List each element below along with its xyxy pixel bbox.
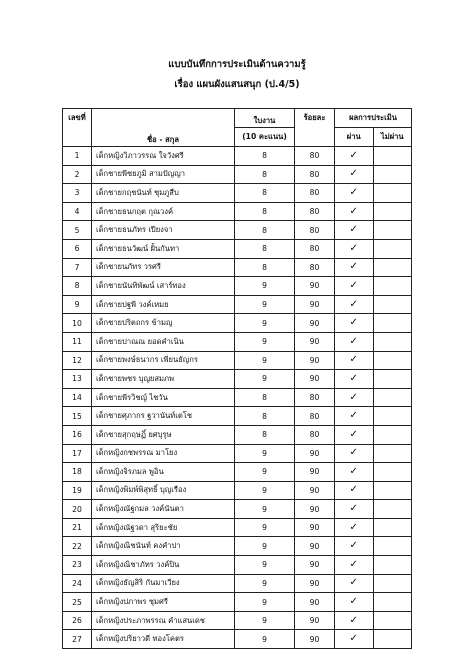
pass-mark (335, 407, 374, 426)
fail-mark (373, 481, 412, 500)
student-name: เด็กหญิงพิมพ์พิสุทธิ์ บุญเรือง (92, 481, 235, 500)
check-icon: ✓ (349, 372, 358, 384)
student-name: เด็กหญิงปริยาวดี ทองโคตร (92, 630, 235, 649)
worksheet-score: 9 (235, 518, 295, 537)
check-icon: ✓ (349, 279, 358, 291)
student-name: เด็กชายนภัทร วรศรี (92, 258, 235, 277)
percent-score: 90 (295, 537, 335, 556)
student-name: เด็กชายพงษ์ธนากร เพียนธัญกร (92, 351, 235, 370)
worksheet-score: 9 (235, 500, 295, 519)
row-number: 17 (63, 444, 92, 463)
fail-mark (373, 518, 412, 537)
row-number: 9 (63, 295, 92, 314)
percent-score: 80 (295, 388, 335, 407)
check-icon: ✓ (349, 298, 358, 310)
pass-mark (335, 370, 374, 389)
table-row (63, 574, 412, 593)
row-number: 10 (63, 314, 92, 333)
student-name: เด็กชายปาณณ ยอดคำเนิน (92, 332, 235, 351)
worksheet-score: 9 (235, 277, 295, 296)
check-icon: ✓ (349, 242, 358, 254)
row-number: 27 (63, 630, 92, 649)
table-row (63, 202, 412, 221)
percent-score: 90 (295, 500, 335, 519)
check-icon: ✓ (349, 521, 358, 533)
percent-score: 80 (295, 221, 335, 240)
table-row (63, 593, 412, 612)
row-number: 12 (63, 351, 92, 370)
student-name: เด็กชายธนกฤต กุณวงค์ (92, 202, 235, 221)
row-number: 25 (63, 593, 92, 612)
fail-mark (373, 332, 412, 351)
check-icon: ✓ (349, 335, 358, 347)
pass-mark (335, 147, 374, 166)
percent-score: 80 (295, 407, 335, 426)
worksheet-score: 8 (235, 239, 295, 258)
percent-score: 90 (295, 593, 335, 612)
percent-score: 90 (295, 630, 335, 649)
fail-mark (373, 463, 412, 482)
header-name: ชื่อ - สกุล (92, 109, 235, 147)
row-number: 18 (63, 463, 92, 482)
fail-mark (373, 295, 412, 314)
worksheet-score: 8 (235, 407, 295, 426)
percent-score: 90 (295, 332, 335, 351)
worksheet-score: 9 (235, 630, 295, 649)
fail-mark (373, 221, 412, 240)
fail-mark (373, 277, 412, 296)
pass-mark (335, 574, 374, 593)
table-row (63, 407, 412, 426)
pass-mark (335, 556, 374, 575)
table-row (63, 444, 412, 463)
fail-mark (373, 184, 412, 203)
check-icon: ✓ (349, 503, 358, 515)
check-icon: ✓ (349, 465, 358, 477)
pass-mark (335, 165, 374, 184)
fail-mark (373, 388, 412, 407)
worksheet-score: 9 (235, 370, 295, 389)
header-pass: ผ่าน (335, 128, 374, 147)
row-number: 24 (63, 574, 92, 593)
pass-mark (335, 239, 374, 258)
row-number: 23 (63, 556, 92, 575)
table-row (63, 388, 412, 407)
percent-score: 90 (295, 314, 335, 333)
worksheet-score: 9 (235, 351, 295, 370)
table-row (63, 258, 412, 277)
pass-mark (335, 388, 374, 407)
row-number: 22 (63, 537, 92, 556)
pass-mark (335, 202, 374, 221)
percent-score: 80 (295, 184, 335, 203)
worksheet-score: 8 (235, 165, 295, 184)
table-row (63, 277, 412, 296)
check-icon: ✓ (349, 428, 358, 440)
table-row (63, 556, 412, 575)
pass-mark (335, 221, 374, 240)
row-number: 20 (63, 500, 92, 519)
header-percent: ร้อยละ (295, 109, 335, 147)
student-name: เด็กหญิงณิชนันท์ คงคำปา (92, 537, 235, 556)
student-name: เด็กชายธนวัฒน์ ฝั้นกันทา (92, 239, 235, 258)
worksheet-score: 9 (235, 593, 295, 612)
pass-mark (335, 537, 374, 556)
row-number: 8 (63, 277, 92, 296)
worksheet-score: 9 (235, 444, 295, 463)
worksheet-score: 9 (235, 556, 295, 575)
student-name: เด็กหญิงวิภาวรรณ ใจวังศรี (92, 147, 235, 166)
student-name: เด็กชายศุภากร ฐวานันท์เตโช (92, 407, 235, 426)
worksheet-score: 8 (235, 425, 295, 444)
percent-score: 90 (295, 370, 335, 389)
student-name: เด็กหญิงณิชาภัทร วงค์ปิน (92, 556, 235, 575)
check-icon: ✓ (349, 149, 358, 161)
fail-mark (373, 425, 412, 444)
student-name: เด็กชายปฐพี วงค์เหมย (92, 295, 235, 314)
fail-mark (373, 593, 412, 612)
percent-score: 90 (295, 611, 335, 630)
percent-score: 80 (295, 258, 335, 277)
fail-mark (373, 370, 412, 389)
table-body (63, 147, 412, 649)
worksheet-score: 8 (235, 202, 295, 221)
row-number: 15 (63, 407, 92, 426)
pass-mark (335, 630, 374, 649)
student-name: เด็กหญิงณัฐวดา สุริยะชัย (92, 518, 235, 537)
worksheet-score: 9 (235, 481, 295, 500)
student-name: เด็กหญิงจิรภมล พูอิน (92, 463, 235, 482)
percent-score: 90 (295, 351, 335, 370)
student-name: เด็กหญิงธัญสิริ กันมาเวียง (92, 574, 235, 593)
pass-mark (335, 277, 374, 296)
percent-score: 90 (295, 444, 335, 463)
row-number: 13 (63, 370, 92, 389)
worksheet-score: 9 (235, 295, 295, 314)
pass-mark (335, 258, 374, 277)
table-row (63, 611, 412, 630)
worksheet-score: 9 (235, 537, 295, 556)
header-number: เลขที่ (63, 109, 92, 147)
student-name: เด็กหญิงประภาพรรณ คำแสนเดช (92, 611, 235, 630)
check-icon: ✓ (349, 186, 358, 198)
header-worksheet-points: (10 คะแนน) (235, 128, 295, 147)
check-icon: ✓ (349, 447, 358, 459)
percent-score: 90 (295, 277, 335, 296)
header-fail: ไม่ผ่าน (373, 128, 412, 147)
fail-mark (373, 500, 412, 519)
table-row (63, 630, 412, 649)
fail-mark (373, 407, 412, 426)
row-number: 19 (63, 481, 92, 500)
percent-score: 90 (295, 463, 335, 482)
percent-score: 90 (295, 518, 335, 537)
table-row (63, 295, 412, 314)
row-number: 11 (63, 332, 92, 351)
row-number: 14 (63, 388, 92, 407)
table-row (63, 537, 412, 556)
pass-mark (335, 295, 374, 314)
fail-mark (373, 165, 412, 184)
table-row (63, 184, 412, 203)
document-title: แบบบันทึกการประเมินด้านความรู้ (168, 59, 306, 70)
pass-mark (335, 518, 374, 537)
check-icon: ✓ (349, 633, 358, 645)
worksheet-score: 9 (235, 611, 295, 630)
table-row (63, 370, 412, 389)
fail-mark (373, 611, 412, 630)
pass-mark (335, 332, 374, 351)
table-row (63, 332, 412, 351)
table-row (63, 518, 412, 537)
fail-mark (373, 444, 412, 463)
pass-mark (335, 444, 374, 463)
percent-score: 90 (295, 556, 335, 575)
check-icon: ✓ (349, 168, 358, 180)
check-icon: ✓ (349, 484, 358, 496)
check-icon: ✓ (349, 261, 358, 273)
worksheet-score: 8 (235, 258, 295, 277)
assessment-table (62, 108, 412, 649)
student-name: เด็กชายสุกฤษฏิ์ ยศบุรุษ (92, 425, 235, 444)
worksheet-score: 9 (235, 332, 295, 351)
worksheet-score: 8 (235, 147, 295, 166)
check-icon: ✓ (349, 205, 358, 217)
worksheet-score: 8 (235, 184, 295, 203)
worksheet-score: 8 (235, 221, 295, 240)
pass-mark (335, 184, 374, 203)
pass-mark (335, 351, 374, 370)
percent-score: 90 (295, 481, 335, 500)
percent-score: 80 (295, 425, 335, 444)
worksheet-score: 9 (235, 463, 295, 482)
fail-mark (373, 630, 412, 649)
fail-mark (373, 351, 412, 370)
worksheet-score: 8 (235, 388, 295, 407)
row-number: 4 (63, 202, 92, 221)
check-icon: ✓ (349, 577, 358, 589)
table-row (63, 165, 412, 184)
table-row (63, 500, 412, 519)
check-icon: ✓ (349, 558, 358, 570)
header-result: ผลการประเมิน (335, 109, 412, 128)
student-name: เด็กหญิงปภาพร ชุมศรี (92, 593, 235, 612)
table-row (63, 314, 412, 333)
pass-mark (335, 611, 374, 630)
fail-mark (373, 314, 412, 333)
pass-mark (335, 500, 374, 519)
row-number: 5 (63, 221, 92, 240)
student-name: เด็กชายนันทิพัฒน์ เสาร์ทอง (92, 277, 235, 296)
fail-mark (373, 239, 412, 258)
fail-mark (373, 147, 412, 166)
percent-score: 80 (295, 239, 335, 258)
table-row (63, 221, 412, 240)
table-row (63, 351, 412, 370)
pass-mark (335, 463, 374, 482)
row-number: 1 (63, 147, 92, 166)
student-name: เด็กชายปริตถกร ข้ามญ (92, 314, 235, 333)
percent-score: 80 (295, 165, 335, 184)
check-icon: ✓ (349, 354, 358, 366)
percent-score: 90 (295, 295, 335, 314)
fail-mark (373, 556, 412, 575)
pass-mark (335, 425, 374, 444)
student-name: เด็กชายกฤชนันท์ ชุมภูสืบ (92, 184, 235, 203)
fail-mark (373, 202, 412, 221)
worksheet-score: 9 (235, 314, 295, 333)
check-icon: ✓ (349, 410, 358, 422)
row-number: 26 (63, 611, 92, 630)
table-row (63, 481, 412, 500)
row-number: 3 (63, 184, 92, 203)
row-number: 7 (63, 258, 92, 277)
check-icon: ✓ (349, 540, 358, 552)
pass-mark (335, 481, 374, 500)
check-icon: ✓ (349, 596, 358, 608)
check-icon: ✓ (349, 391, 358, 403)
table-row (63, 147, 412, 166)
table-row (63, 463, 412, 482)
fail-mark (373, 537, 412, 556)
student-name: เด็กหญิงณัฐกมล วงค์นันตา (92, 500, 235, 519)
check-icon: ✓ (349, 317, 358, 329)
worksheet-score: 9 (235, 574, 295, 593)
student-name: เด็กชายพีชยภูมิ สามปัญญา (92, 165, 235, 184)
student-name: เด็กชายพชร บุญยสมภพ (92, 370, 235, 389)
table-row (63, 425, 412, 444)
fail-mark (373, 574, 412, 593)
table-row (63, 239, 412, 258)
row-number: 21 (63, 518, 92, 537)
percent-score: 80 (295, 202, 335, 221)
row-number: 6 (63, 239, 92, 258)
header-worksheet: ใบงาน (235, 109, 295, 128)
pass-mark (335, 593, 374, 612)
check-icon: ✓ (349, 224, 358, 236)
pass-mark (335, 314, 374, 333)
fail-mark (373, 258, 412, 277)
student-name: เด็กชายธนภัทร เปียงจา (92, 221, 235, 240)
check-icon: ✓ (349, 614, 358, 626)
percent-score: 80 (295, 147, 335, 166)
document-subtitle: เรื่อง แผนผังแสนสนุก (ป.4/5) (174, 79, 300, 90)
student-name: เด็กหญิงกชพรรณ มาโยง (92, 444, 235, 463)
percent-score: 90 (295, 574, 335, 593)
row-number: 16 (63, 425, 92, 444)
row-number: 2 (63, 165, 92, 184)
student-name: เด็กชายพีรวิชญ์ ไชวัน (92, 388, 235, 407)
